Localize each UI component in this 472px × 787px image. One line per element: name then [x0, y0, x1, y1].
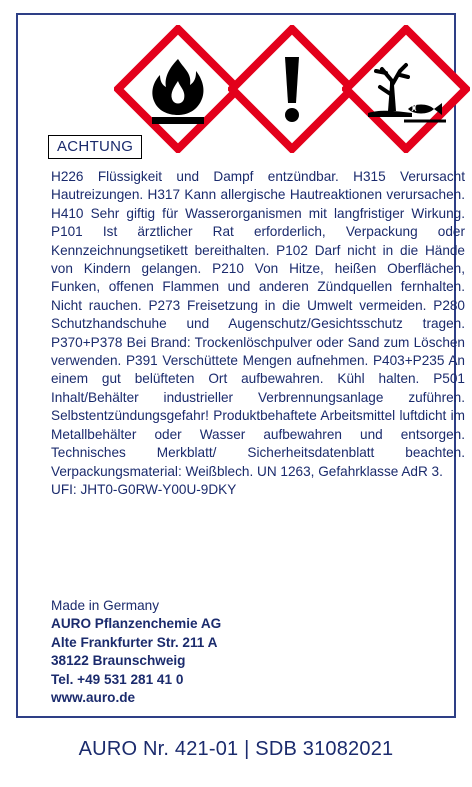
flame-icon: [114, 25, 242, 153]
hazard-statements: [51, 168, 465, 499]
environment-icon: [342, 25, 470, 153]
ghs-pictograms: [114, 25, 470, 153]
hazard-precaution-text: H226 Flüssigkeit und Dampf entzündbar. H315 Verursacht Hautreizungen. H317 Kann allergische Hautreaktionen verursachen. H410 Sehr giftig für Wasserorganismen mit langfristiger Wirkung. P101 Ist ärztlicher Rat erforderlich, Verpackung oder Kennzeichnungsetikett bereithalten. P102 Darf nicht in die Hände von Kindern gelangen. P210 Von Hitze, heißen Oberflächen, Funken, offenen Flammen und anderen Zündquellen fernhalten. Nicht rauchen. P273 Freisetzung in die Umwelt vermeiden. P280 Schutzhandschuhe und Augenschutz/Gesichtsschutz tragen. P370+P378 Bei Brand: Trockenlöschpulver oder Sand zum Löschen verwenden. P391 Verschüttete Mengen aufnehmen. P403+P235 An einem gut belüfteten Ort aufbewahren. Kühl halten. P501 Inhalt/Behälter industrieller Verbrennungsanlage zuführen. Selbstentzündungsgefahr! Produktbehaftete Arbeitsmittel luftdicht im Metallbehälter oder Wasser aufbewahren und entsorgen. Technisches Merkblatt/ Sicherheitsdatenblatt beachten. Verpackungsmaterial: Weißblech. UN 1263, Gefahrklasse AdR 3.: [51, 169, 465, 479]
exclamation-mark-icon: [228, 25, 356, 153]
street-address: Alte Frankfurter Str. 211 A: [51, 634, 218, 650]
phone-number: Tel. +49 531 281 41 0: [51, 671, 184, 687]
product-reference: AURO Nr. 421-01 | SDB 31082021: [78, 738, 394, 760]
website: www.auro.de: [51, 690, 136, 706]
ufi-code: UFI: JHT0-G0RW-Y00U-9DKY: [51, 481, 237, 497]
manufacturer-address: [51, 597, 465, 707]
company-name: AURO Pflanzenchemie AG: [51, 616, 222, 632]
city: 38122 Braunschweig: [51, 653, 186, 669]
safety-label: [16, 13, 465, 718]
signal-word: ACHTUNG: [48, 135, 142, 159]
made-in: Made in Germany: [51, 598, 160, 613]
